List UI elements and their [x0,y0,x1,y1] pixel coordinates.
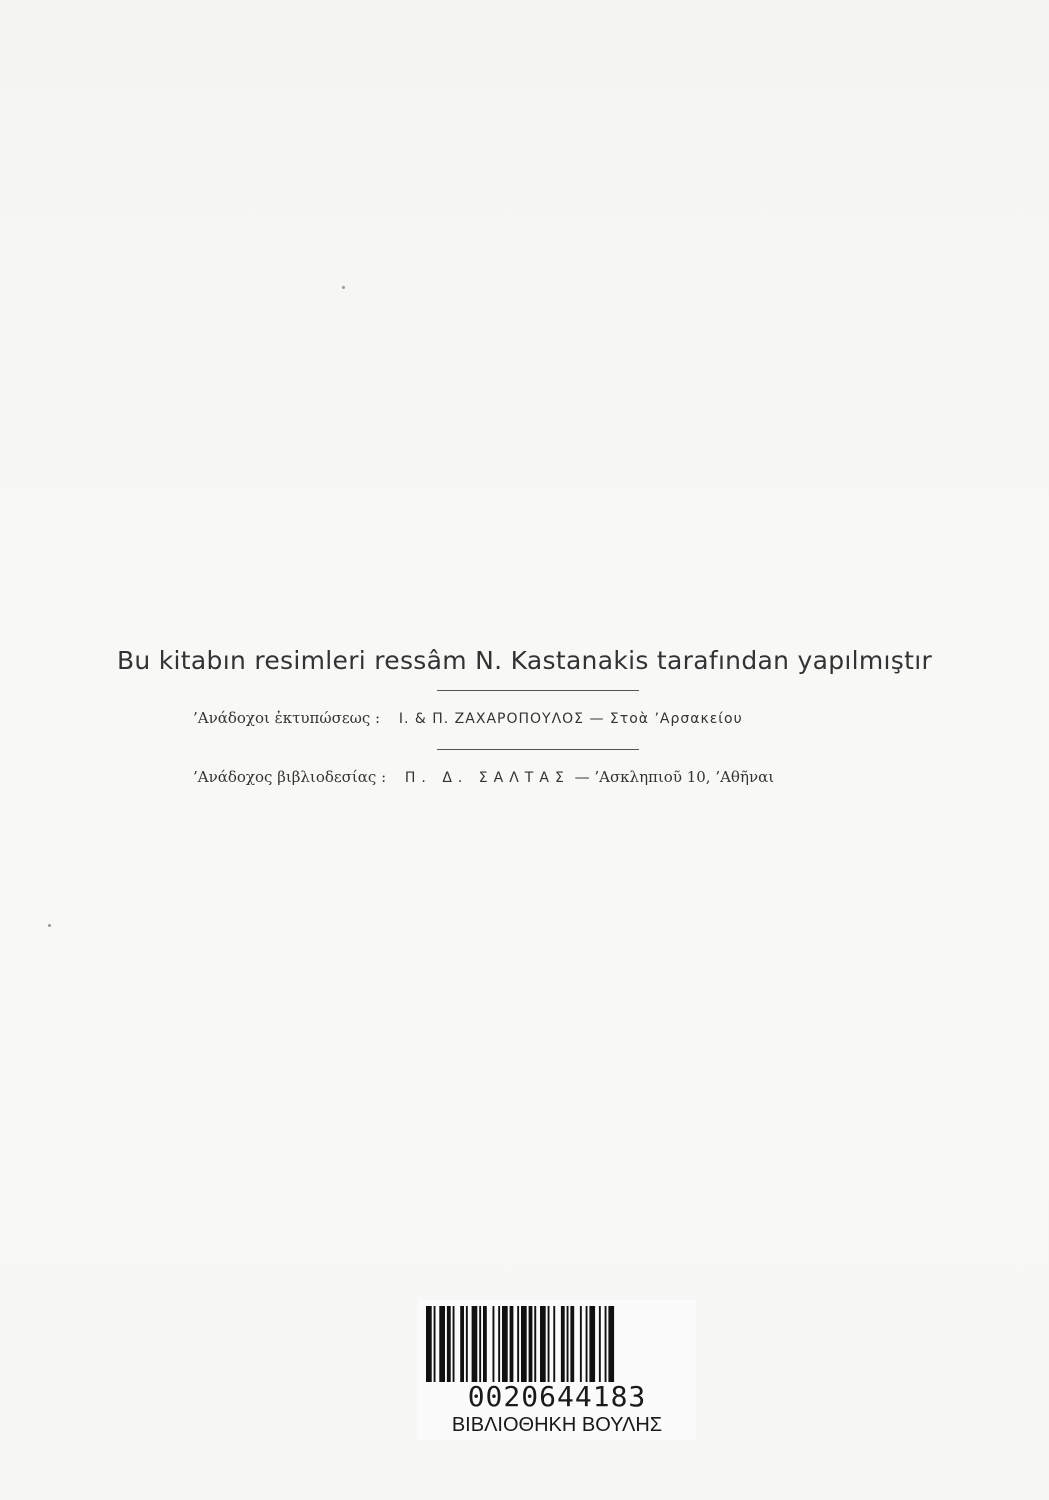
barcode-bar [453,1306,455,1382]
barcode-bar [483,1306,487,1382]
barcode-bar [521,1306,527,1382]
barcode-bar [460,1306,464,1382]
barcode-bar [561,1306,565,1382]
barcode-bar [426,1306,432,1382]
barcode-bar [517,1306,519,1382]
barcode-bar [553,1306,555,1382]
barcode-bar [608,1306,614,1382]
barcode-bar [493,1306,495,1382]
barcode-bar [589,1306,595,1382]
binder-label: ’Ανάδοχος βιβλιοδεσίας : [193,768,387,786]
divider [437,690,639,691]
divider [437,749,639,750]
barcode-bar [472,1306,478,1382]
barcode-bar [502,1306,508,1382]
barcode-bar [466,1306,468,1382]
library-name: ΒΙΒΛΙΟΘΗΚΗ ΒΟΥΛΗΣ [451,1414,663,1436]
barcode-bar [529,1306,533,1382]
binder-line [193,768,774,786]
barcode-bar [479,1306,481,1382]
printer-label: ’Ανάδοχοι ἐκτυπώσεως : [193,709,381,727]
printer-line [193,709,743,727]
barcode-bar [439,1306,445,1382]
barcode-bar [605,1306,607,1382]
barcode-bar [498,1306,500,1382]
barcode-bar [447,1306,451,1382]
binder-address: — ’Ασκληπιοῦ 10, ’Αθῆναι [574,768,775,786]
printer-value: I. & Π. ΖΑΧΑΡΟΠΟΥΛΟΣ — Στοὰ ’Αρσακείου [398,711,743,727]
library-barcode-label [418,1300,696,1440]
barcode-bar [434,1306,436,1382]
barcode-bar [599,1306,601,1382]
illustrator-credit: Bu kitabın resimleri ressâm N. Kastanakis tarafından yapılmıştır [116,646,933,675]
barcode-bar [540,1306,546,1382]
barcode-bar [534,1306,536,1382]
barcode-bar [580,1306,582,1382]
barcode-bar [567,1306,569,1382]
paper-speck [342,286,345,289]
binder-name: Π. Δ. ΣΑΛΤΑΣ [404,770,570,786]
barcode-bar [586,1306,588,1382]
barcode-number: 0020644183 [467,1380,647,1413]
paper-speck [48,924,51,927]
barcode-icon [424,1306,690,1382]
barcode-bar [570,1306,574,1382]
barcode-bar [510,1306,514,1382]
barcode-bar [548,1306,550,1382]
